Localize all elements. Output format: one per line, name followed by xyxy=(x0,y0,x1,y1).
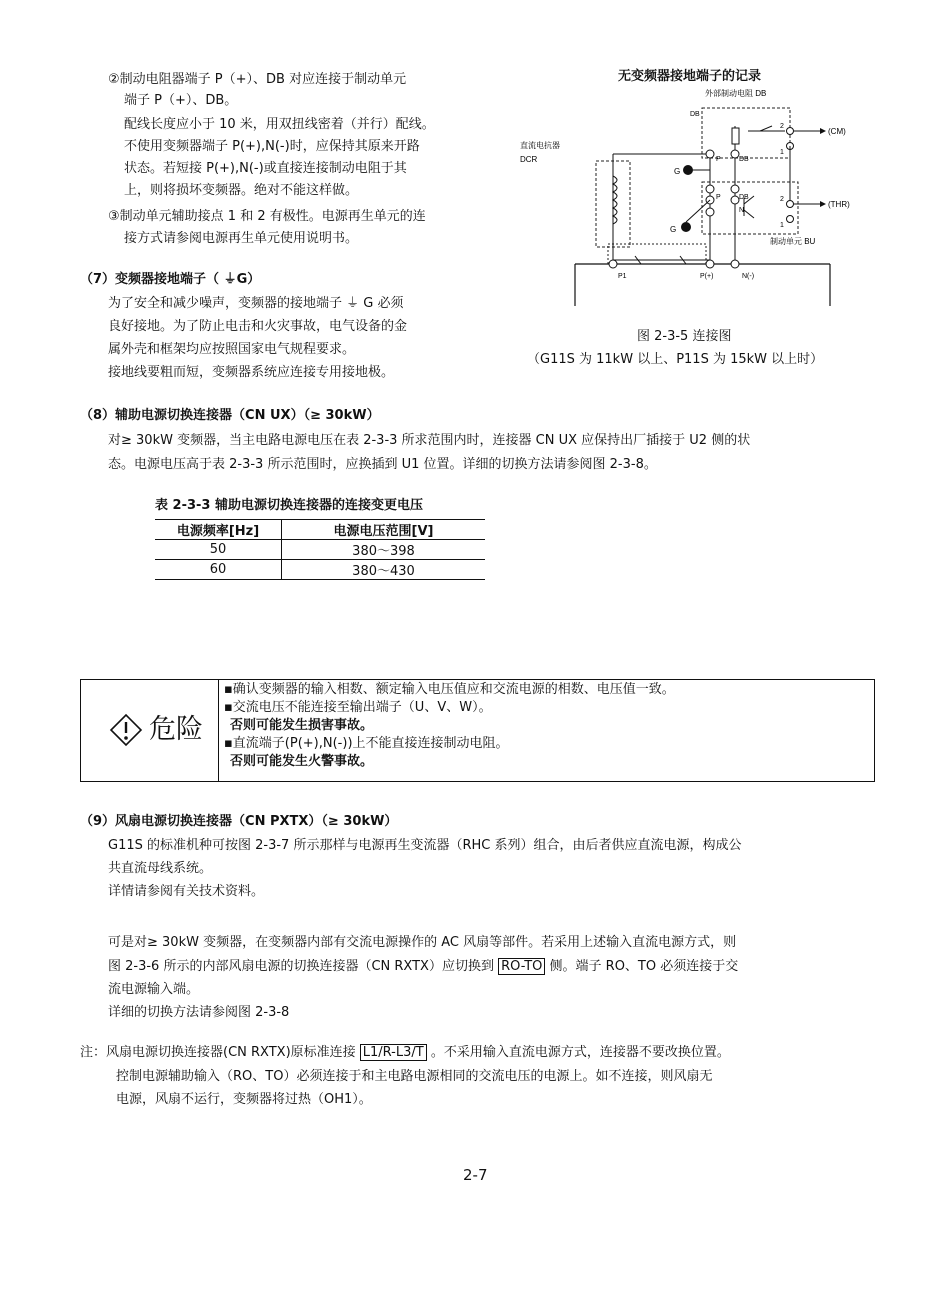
connection-diagram xyxy=(520,86,880,311)
section9-heading: （9）风扇电源切换连接器（CN PXTX）（≥ 30kW） xyxy=(80,814,398,829)
svg-text:DCR: DCR xyxy=(520,155,538,164)
section7-line1: 为了安全和减少噪声，变频器的接地端子 ⏚ G 必须 xyxy=(108,296,404,311)
svg-text:G: G xyxy=(674,167,681,176)
section9-p2-line1: 可是对≥ 30kW 变频器，在变频器内部有交流电源操作的 AC 风扇等部件。若采用上述输入直流电源方式，则 xyxy=(108,935,737,950)
svg-text:(CM): (CM) xyxy=(828,127,846,136)
svg-text:G: G xyxy=(670,225,677,234)
table-cell: 380～398 xyxy=(282,540,486,560)
dcr-label: 直流电抗器 xyxy=(520,141,560,150)
svg-text:P: P xyxy=(716,194,721,201)
item2-line1: ②制动电阻器端子 P（+）、DB 对应连接于制动单元 xyxy=(108,72,407,87)
diagram-title: 无变频器接地端子的记录 xyxy=(618,69,762,84)
section8-line2: 态。电源电压高于表 2-3-3 所示范围时，应换插到 U1 位置。详细的切换方法请参阅图 2-3-8。 xyxy=(108,457,657,472)
svg-text:P: P xyxy=(716,156,721,163)
figure-caption: 图 2-3-5 连接图 xyxy=(637,329,732,344)
section7-line2: 良好接地。为了防止电击和火灾事故，电气设备的金 xyxy=(108,319,408,334)
item2-line4: 不使用变频器端子 P(+),N(-)时，应保持其原来开路 xyxy=(124,139,420,154)
section9-p2-line4: 详细的切换方法请参阅图 2-3-8 xyxy=(108,1005,290,1020)
db-box xyxy=(702,108,790,158)
danger-line2: ▪交流电压不能连接至输出端子（U、V、W）。 xyxy=(224,700,492,715)
section9-p2-line3: 流电源输入端。 xyxy=(108,982,200,997)
section9-line1: G11S 的标准机种可按图 2-3-7 所示那样与电源再生变流器（RHC 系列）组合，由后者供应直流电源，构成公 xyxy=(108,838,742,853)
page-number: 2-7 xyxy=(463,1166,488,1184)
svg-text:2: 2 xyxy=(780,196,784,203)
section7-line3: 属外壳和框架均应按照国家电气规程要求。 xyxy=(108,342,356,357)
item3-line2: 接方式请参阅电源再生单元使用说明书。 xyxy=(124,231,359,246)
svg-text:N(-): N(-) xyxy=(742,273,755,280)
svg-text:P(+): P(+) xyxy=(700,273,714,280)
danger-box xyxy=(80,679,875,782)
svg-text:制动单元 BU: 制动单元 BU xyxy=(770,237,816,246)
connector-position-box: RO-TO xyxy=(498,958,545,975)
table-cell: 60 xyxy=(155,560,282,580)
svg-text:1: 1 xyxy=(780,149,784,156)
table-row xyxy=(155,540,485,560)
warning-icon xyxy=(109,713,143,747)
section8-heading: （8）辅助电源切换连接器（CN UX）（≥ 30kW） xyxy=(80,408,380,423)
danger-line4: ▪直流端子(P(+),N(-))上不能直接连接制动电阻。 xyxy=(224,736,509,751)
section7-heading: （7）变频器接地端子（ ⏚G） xyxy=(80,272,261,287)
note-line2: 控制电源辅助输入（RO、TO）必须连接于和主电路电源相同的交流电压的电源上。如不连接，则风扇无 xyxy=(116,1069,713,1084)
svg-text:P1: P1 xyxy=(618,273,627,280)
table-row xyxy=(155,560,485,580)
note-line1: 注：风扇电源切换连接器(CN RXTX)原标准连接 L1/R-L3/T 。不采用输入直流电源方式，连接器不要改换位置。 xyxy=(80,1045,730,1060)
svg-text:DB: DB xyxy=(739,156,749,163)
table-header-cell: 电源频率[Hz] xyxy=(155,520,282,540)
item2-line3: 配线长度应小于 10 米，用双扭线密着（并行）配线。 xyxy=(124,117,435,132)
note-line3: 电源，风扇不运行，变频器将过热（OH1）。 xyxy=(116,1092,372,1107)
ground-icon xyxy=(681,222,691,232)
section7-line4: 接地线要粗而短，变频器系统应连接专用接地极。 xyxy=(108,365,395,380)
svg-text:N: N xyxy=(739,207,745,214)
section9-p2-line2: 图 2-3-6 所示的内部风扇电源的切换连接器（CN RXTX）应切换到 RO-TO 侧。端子 RO、TO 必须连接于交 xyxy=(108,959,739,974)
standard-connection-box: L1/R-L3/T xyxy=(360,1044,427,1061)
section8-line1: 对≥ 30kW 变频器，当主电路电源电压在表 2-3-3 所求范围内时，连接器 CN UX 应保持出厂插接于 U2 侧的状 xyxy=(108,433,751,448)
figure-caption-note: （G11S 为 11kW 以上、P11S 为 15kW 以上时） xyxy=(527,352,824,367)
table-cell: 380～430 xyxy=(282,560,486,580)
danger-line5: 否则可能发生火警事故。 xyxy=(230,754,374,769)
table-header-cell: 电源电压范围[V] xyxy=(282,520,486,540)
svg-text:DB: DB xyxy=(690,111,700,118)
item3-line1: ③制动单元辅助接点 1 和 2 有极性。电源再生单元的连 xyxy=(108,209,426,224)
danger-line1: ▪确认变频器的输入相数、额定输入电压值应和交流电源的相数、电压值一致。 xyxy=(224,682,675,697)
table-title: 表 2-3-3 辅助电源切换连接器的连接变更电压 xyxy=(155,498,423,513)
item2-line5: 状态。若短接 P(+),N(-)或直接连接制动电阻于其 xyxy=(124,161,407,176)
danger-label-cell xyxy=(81,680,219,781)
voltage-table xyxy=(155,519,485,580)
danger-line3: 否则可能发生损害事故。 xyxy=(230,718,374,733)
danger-label: 危险 xyxy=(149,714,203,745)
table-cell: 50 xyxy=(155,540,282,560)
svg-text:(THR): (THR) xyxy=(828,200,850,209)
svg-text:DB: DB xyxy=(739,194,749,201)
section9-line3: 详情请参阅有关技术资料。 xyxy=(108,884,265,899)
table-header-row xyxy=(155,520,485,540)
db-label: 外部制动电阻 DB xyxy=(705,89,767,98)
svg-text:1: 1 xyxy=(780,222,784,229)
svg-text:2: 2 xyxy=(780,123,784,130)
item2-line6: 上，则将损坏变频器。绝对不能这样做。 xyxy=(124,183,359,198)
section9-line2: 共直流母线系统。 xyxy=(108,861,213,876)
item2-line2: 端子 P（+）、DB。 xyxy=(124,93,238,108)
